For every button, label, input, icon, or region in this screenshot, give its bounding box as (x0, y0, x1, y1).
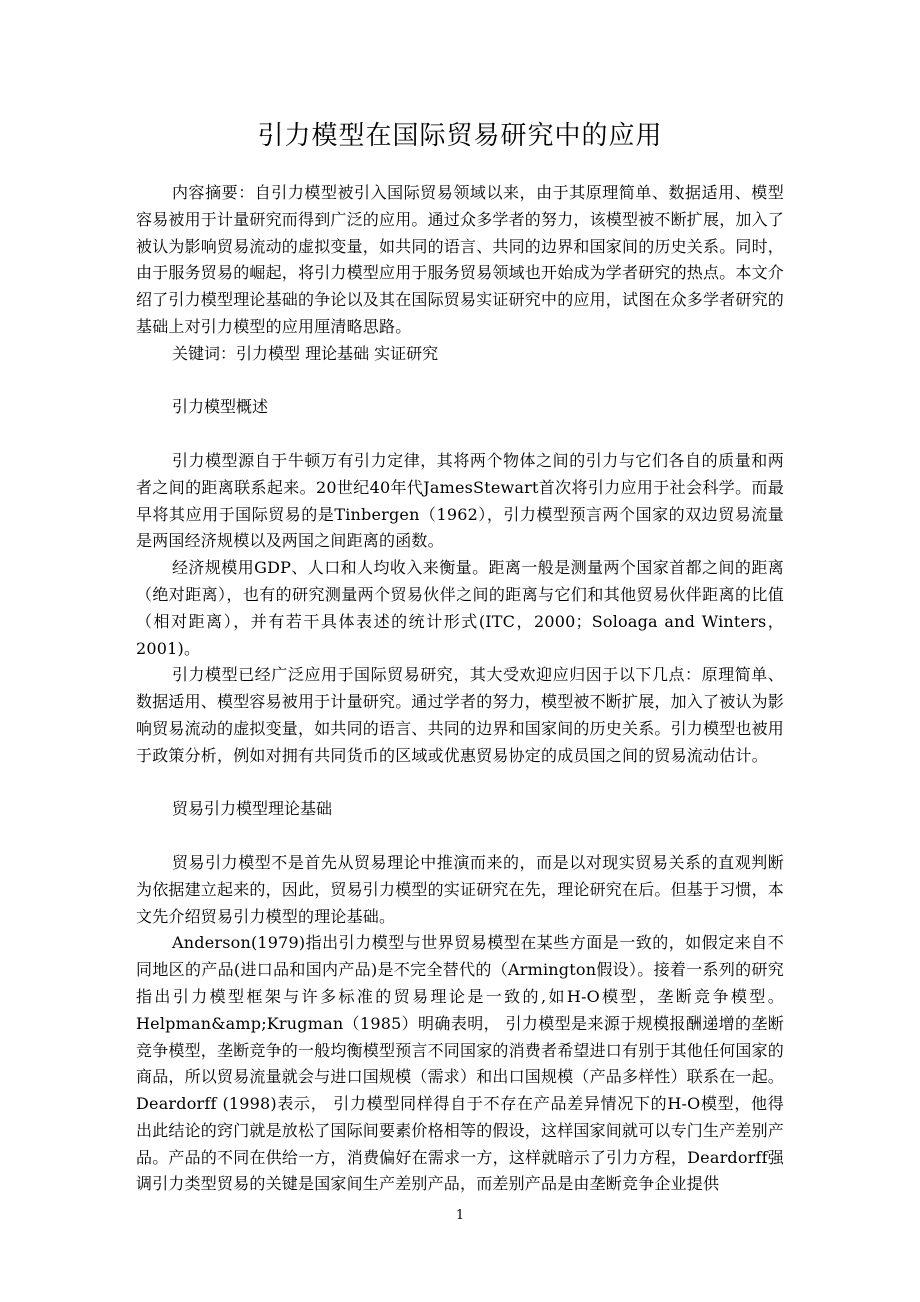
body-paragraph: 贸易引力模型不是首先从贸易理论中推演而来的，而是以对现实贸易关系的直观判断为依据建立起来的，因此，贸易引力模型的实证研究在先，理论研究在后。但基于习惯，本文先介绍贸易引力模型的理论基础。 (136, 852, 785, 926)
body-paragraph: 引力模型源自于牛顿万有引力定律，其将两个物体之间的引力与它们各自的质量和两者之间的距离联系起来。20世纪40年代JamesStewart首次将引力应用于社会科学。而最早将其应用于国际贸易的是Tinbergen（1962），引力模型预言两个国家的双边贸易流量是两国经济规模以及两国之间距离的函数。 (136, 450, 784, 551)
section-heading: 贸易引力模型理论基础 (172, 799, 333, 819)
keywords-line: 关键词：引力模型 理论基础 实证研究 (172, 343, 439, 363)
body-paragraph: Anderson(1979)指出引力模型与世界贸易模型在某些方面是一致的，如假定来自不同地区的产品(进口品和国内产品)是不完全替代的（Armington假设）。接着一系列的研究指出引力模型框架与许多标准的贸易理论是一致的,如H-O模型，垄断竞争模型。Helpman&amp;Krugman（1985）明确表明， 引力模型是来源于规模报酬递增的垄断竞争模型，垄断竞争的一般均衡模型预言不同国家的消费者希望进口有别于其他任何国家的商品，所以贸易流量就会与进口国规模（需求）和出口国规模（产品多样性）联系在一起。Deardorff (1998)表示， 引力模型同样得自于不存在产品差异情况下的H-O模型，他得出此结论的窍门就是放松了国际间要素价格相等的假设，这样国家间就可以专门生产差别产品。产品的不同在供给一方，消费偏好在需求一方，这样就暗示了引力方程，Deardorff强调引力类型贸易的关键是国家间生产差别产品，而差别产品是由垄断竞争企业提供 (136, 933, 785, 1194)
body-paragraph: 经济规模用GDP、人口和人均收入来衡量。距离一般是测量两个国家首都之间的距离（绝对距离），也有的研究测量两个贸易伙伴之间的距离与它们和其他贸易伙伴距离的比值（相对距离），并有若干具体表述的统计形式(ITC，2000；Soloaga and Winters，2001)。 (136, 558, 784, 658)
paper-title: 引力模型在国际贸易研究中的应用 (257, 121, 663, 151)
paper-body (136, 180, 784, 1198)
spacer (136, 368, 784, 395)
spacer (136, 770, 784, 797)
spacer (136, 823, 784, 850)
abstract-paragraph: 内容摘要：自引力模型被引入国际贸易领域以来，由于其原理简单、数据适用、模型容易被用于计量研究而得到广泛的应用。通过众多学者的努力，该模型被不断扩展，加入了被认为影响贸易流动的虚拟变量，如共同的语言、共同的边界和国家间的历史关系。同时，由于服务贸易的崛起，将引力模型应用于服务贸易领域也开始成为学者研究的热点。本文介绍了引力模型理论基础的争论以及其在国际贸易实证研究中的应用，试图在众多学者研究的基础上对引力模型的应用厘清略思路。 (136, 183, 785, 336)
body-paragraph: 引力模型已经广泛应用于国际贸易研究，其大受欢迎应归因于以下几点：原理简单、数据适用、模型容易被用于计量研究。通过学者的努力，模型被不断扩展，加入了被认为影响贸易流动的虚拟变量，如共同的语言、共同的边界和国家间的历史关系。引力模型也被用于政策分析，例如对拥有共同货币的区域或优惠贸易协定的成员国之间的贸易流动估计。 (136, 665, 785, 765)
page-number: 1 (455, 1208, 465, 1223)
spacer (136, 421, 784, 448)
section-heading: 引力模型概述 (172, 397, 269, 417)
